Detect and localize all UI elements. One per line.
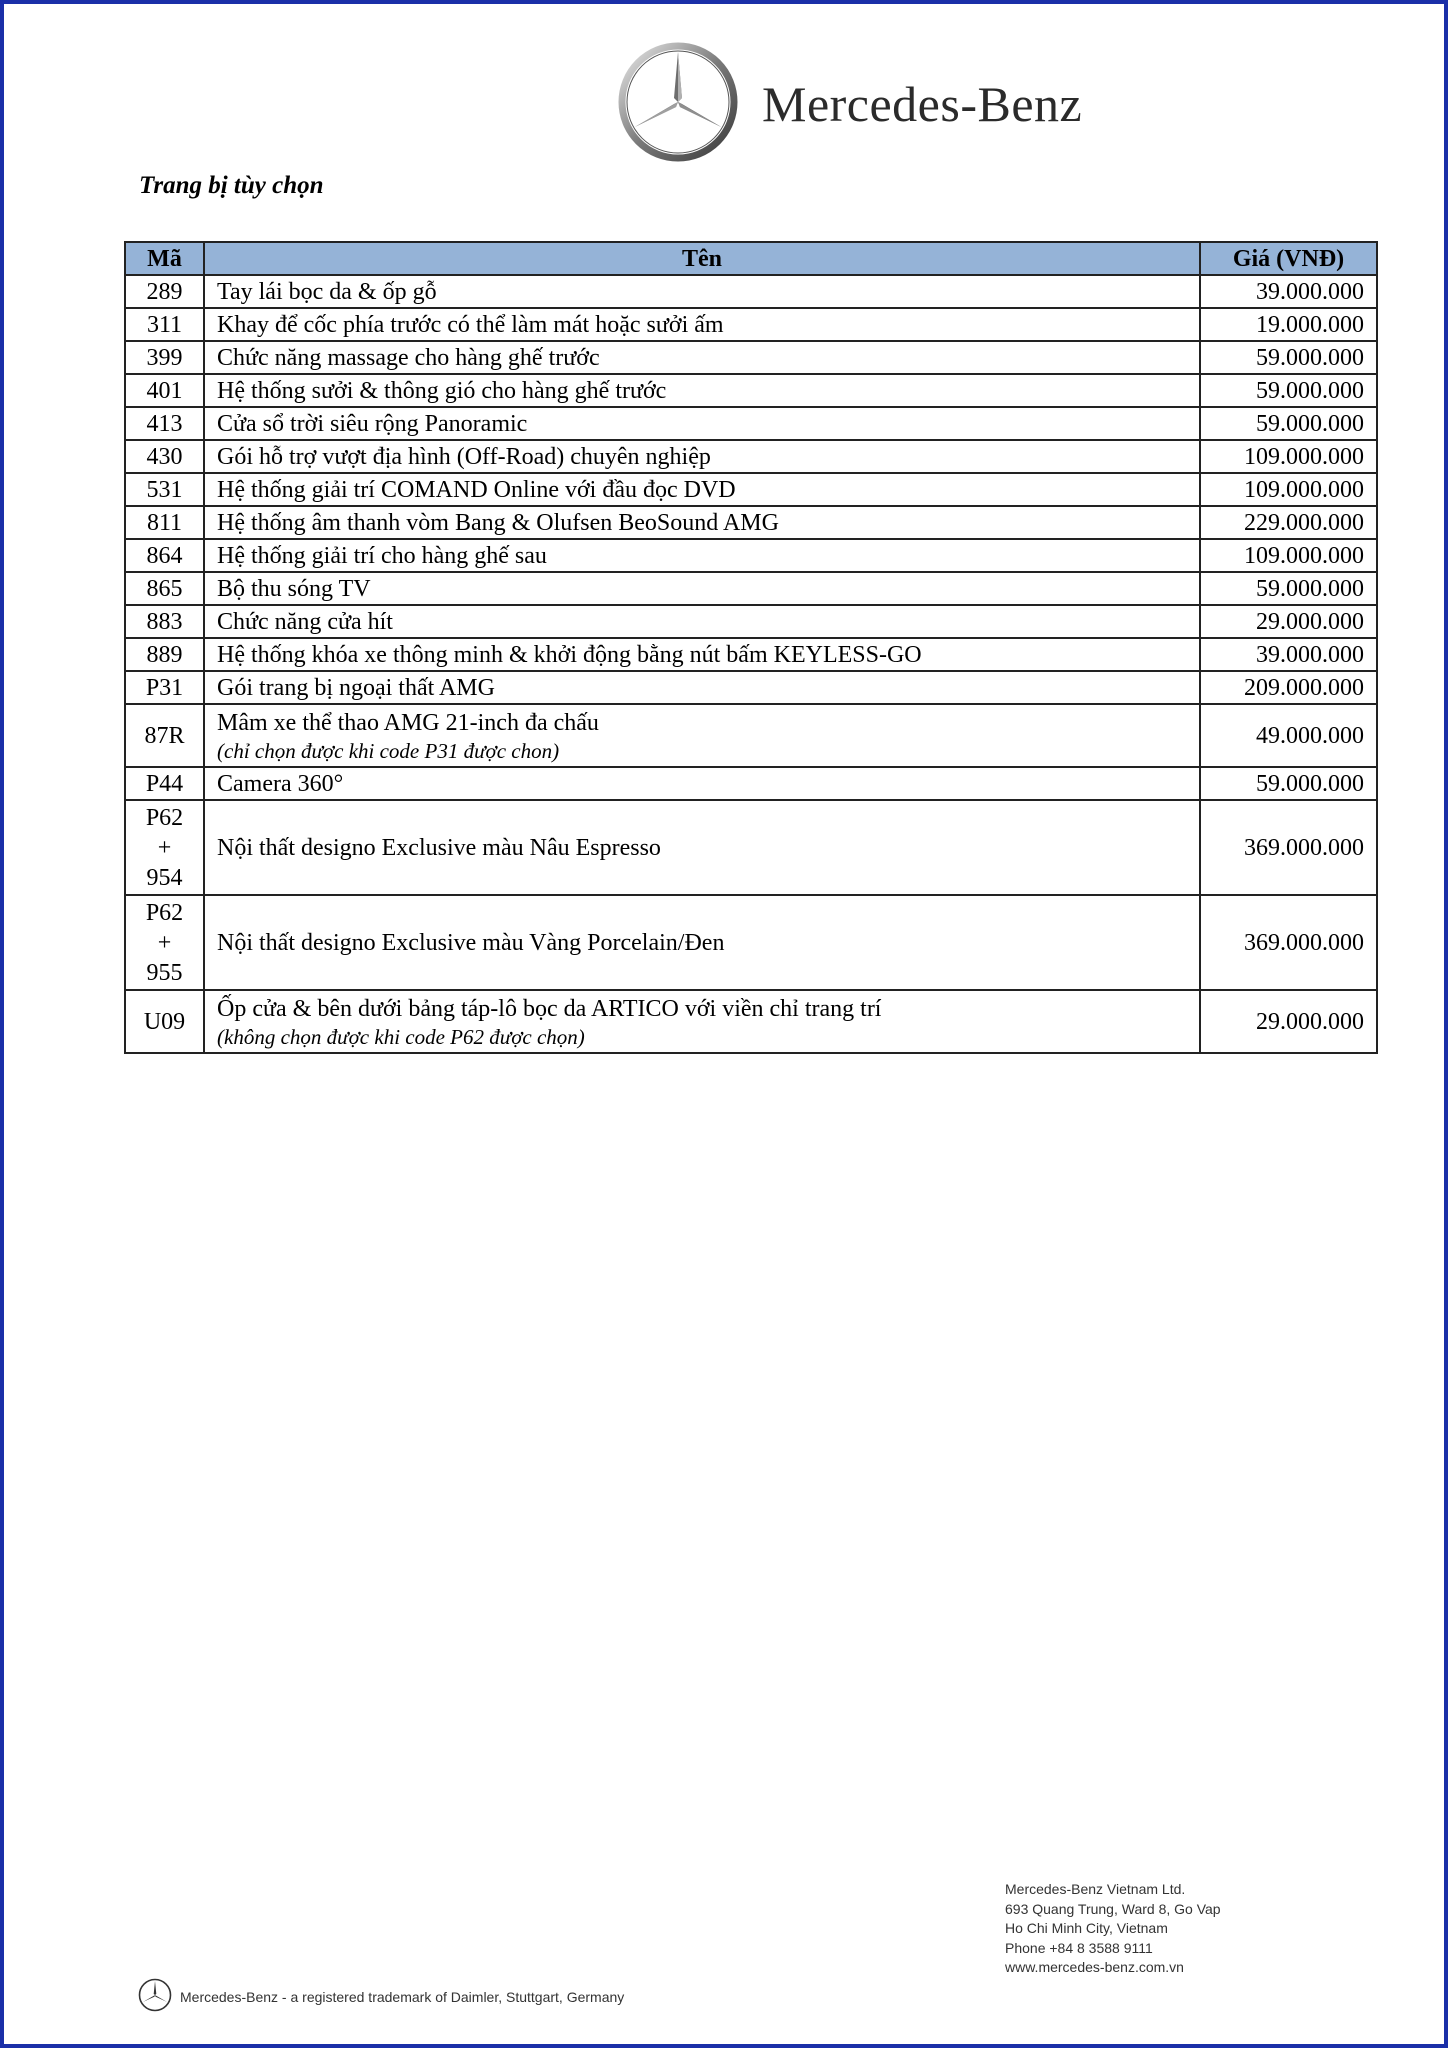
option-code: 430	[125, 440, 204, 473]
table-row	[125, 473, 1377, 506]
option-name: Cửa sổ trời siêu rộng Panoramic	[204, 407, 1200, 440]
option-code: P44	[125, 767, 204, 800]
option-name-cell	[204, 704, 1200, 767]
option-price: 209.000.000	[1200, 671, 1377, 704]
option-name: Camera 360°	[204, 767, 1200, 800]
option-price: 229.000.000	[1200, 506, 1377, 539]
option-code: 531	[125, 473, 204, 506]
option-price: 49.000.000	[1200, 704, 1377, 767]
option-name: Chức năng cửa hít	[204, 605, 1200, 638]
option-note: (không chọn được khi code P62 được chọn)	[217, 1024, 585, 1049]
option-name: Gói trang bị ngoại thất AMG	[204, 671, 1200, 704]
option-code-line: +	[157, 929, 172, 956]
option-code-line: P62	[145, 804, 184, 831]
option-code-line: P62	[145, 899, 184, 926]
company-city: Ho Chi Minh City, Vietnam	[1005, 1920, 1168, 1936]
option-name: Hệ thống giải trí cho hàng ghế sau	[204, 539, 1200, 572]
option-code: 889	[125, 638, 204, 671]
option-price: 59.000.000	[1200, 374, 1377, 407]
option-name: Hệ thống giải trí COMAND Online với đầu đọc DVD	[204, 473, 1200, 506]
option-name: Hệ thống khóa xe thông minh & khởi động bằng nút bấm KEYLESS-GO	[204, 638, 1200, 671]
table-row	[125, 539, 1377, 572]
option-name: Bộ thu sóng TV	[204, 572, 1200, 605]
option-code	[125, 895, 204, 990]
option-code: 401	[125, 374, 204, 407]
option-price: 109.000.000	[1200, 539, 1377, 572]
option-price: 59.000.000	[1200, 407, 1377, 440]
table-row	[125, 308, 1377, 341]
option-code: 811	[125, 506, 204, 539]
option-code: 865	[125, 572, 204, 605]
trademark-text: Mercedes-Benz - a registered trademark of Daimler, Stuttgart, Germany	[180, 1988, 625, 2005]
option-name: Nội thất designo Exclusive màu Nâu Espresso	[204, 800, 1200, 895]
option-code: 87R	[125, 704, 204, 767]
company-phone: Phone +84 8 3588 9111	[1005, 1939, 1153, 1956]
table-row	[125, 895, 1377, 990]
option-price: 59.000.000	[1200, 767, 1377, 800]
option-code-line: 954	[146, 864, 183, 891]
option-code: 311	[125, 308, 204, 341]
option-code: 289	[125, 275, 204, 308]
table-row	[125, 990, 1377, 1053]
option-name: Khay để cốc phía trước có thể làm mát hoặc sưởi ấm	[204, 308, 1200, 341]
table-row	[125, 704, 1377, 767]
option-name: Chức năng massage cho hàng ghế trước	[204, 341, 1200, 374]
footer-company-address	[1005, 1880, 1221, 1978]
mercedes-star-icon	[618, 42, 738, 162]
page-title: Trang bị tùy chọn	[139, 172, 324, 199]
option-code: 883	[125, 605, 204, 638]
option-price: 109.000.000	[1200, 440, 1377, 473]
table-row	[125, 440, 1377, 473]
table-row	[125, 605, 1377, 638]
company-street: 693 Quang Trung, Ward 8, Go Vap	[1005, 1900, 1221, 1917]
option-price: 39.000.000	[1200, 275, 1377, 308]
option-code	[125, 800, 204, 895]
table-row	[125, 506, 1377, 539]
option-name: Tay lái bọc da & ốp gỗ	[204, 275, 1200, 308]
option-name: Gói hỗ trợ vượt địa hình (Off-Road) chuyên nghiệp	[204, 440, 1200, 473]
option-price: 29.000.000	[1200, 605, 1377, 638]
column-header-name: Tên	[204, 242, 1200, 275]
option-price: 59.000.000	[1200, 341, 1377, 374]
table-row	[125, 341, 1377, 374]
option-code: 399	[125, 341, 204, 374]
table-row	[125, 800, 1377, 895]
option-code: U09	[125, 990, 204, 1053]
column-header-price: Giá (VNĐ)	[1200, 242, 1377, 275]
option-price: 19.000.000	[1200, 308, 1377, 341]
option-name: Hệ thống âm thanh vòm Bang & Olufsen BeoSound AMG	[204, 506, 1200, 539]
table-header-row	[125, 242, 1377, 275]
brand-logo	[618, 42, 1082, 162]
company-name: Mercedes-Benz Vietnam Ltd.	[1005, 1881, 1186, 1897]
table-row	[125, 671, 1377, 704]
option-price: 29.000.000	[1200, 990, 1377, 1053]
footer-trademark	[138, 1978, 624, 2015]
option-code-line: +	[157, 834, 172, 861]
option-code: 413	[125, 407, 204, 440]
table-row	[125, 767, 1377, 800]
option-code: P31	[125, 671, 204, 704]
option-name: Nội thất designo Exclusive màu Vàng Porcelain/Đen	[204, 895, 1200, 990]
option-note: (chỉ chọn được khi code P31 được chon)	[217, 738, 560, 763]
option-name: Hệ thống sưởi & thông gió cho hàng ghế trước	[204, 374, 1200, 407]
option-name-cell	[204, 990, 1200, 1053]
option-price: 59.000.000	[1200, 572, 1377, 605]
option-name: Mâm xe thể thao AMG 21-inch đa chấu	[217, 709, 599, 736]
table-row	[125, 374, 1377, 407]
company-website: www.mercedes-benz.com.vn	[1005, 1959, 1184, 1975]
option-price: 39.000.000	[1200, 638, 1377, 671]
table-row	[125, 275, 1377, 308]
table-row	[125, 572, 1377, 605]
mercedes-star-small-icon	[138, 1978, 172, 2015]
option-price: 369.000.000	[1200, 895, 1377, 990]
option-price: 369.000.000	[1200, 800, 1377, 895]
brand-name: Mercedes-Benz	[762, 76, 1083, 132]
option-price: 109.000.000	[1200, 473, 1377, 506]
table-row	[125, 407, 1377, 440]
option-code: 864	[125, 539, 204, 572]
options-table	[124, 241, 1378, 1054]
table-row	[125, 638, 1377, 671]
option-name: Ốp cửa & bên dưới bảng táp-lô bọc da ARTICO với viền chỉ trang trí	[217, 995, 882, 1022]
column-header-code: Mã	[125, 242, 204, 275]
option-code-line: 955	[146, 959, 183, 986]
